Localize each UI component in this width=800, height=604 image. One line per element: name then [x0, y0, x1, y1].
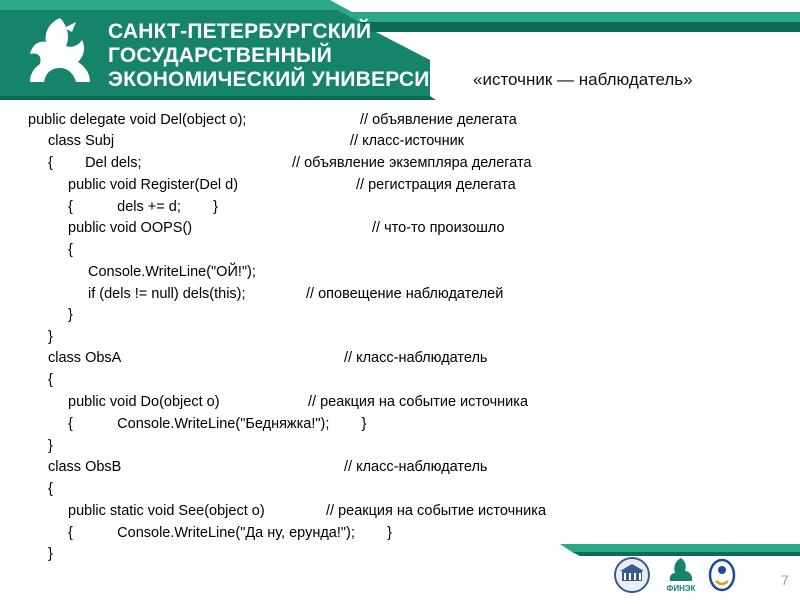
code-text: }: [48, 438, 53, 454]
code-line: [68, 305, 84, 325]
code-comment: // реакция на событие источника: [308, 394, 529, 410]
code-listing: [28, 110, 788, 570]
code-text: public static void See(object o): [68, 503, 265, 519]
code-text: class Subj: [48, 133, 115, 149]
code-line: [48, 370, 64, 390]
code-comment: // оповещение наблюдателей: [306, 286, 504, 302]
griffin-logo-icon: [20, 12, 100, 92]
university-building-logo-icon: [612, 555, 652, 595]
code-line: [48, 348, 488, 368]
code-comment: // класс-источник: [350, 133, 465, 149]
code-line: [68, 175, 516, 195]
code-line: [68, 414, 367, 434]
code-line: [88, 284, 504, 304]
code-text: { dels += d; }: [68, 199, 218, 215]
finek-logo-icon: [663, 555, 699, 595]
code-text: class ObsB: [48, 459, 122, 475]
code-line: [48, 436, 64, 456]
code-text: }: [68, 307, 73, 323]
code-comment: // класс-наблюдатель: [344, 459, 488, 475]
code-text: public void Register(Del d): [68, 177, 239, 193]
emblem-logo-icon: [707, 555, 737, 595]
code-text: { Console.WriteLine("Да ну, ерунда!"); }: [68, 525, 392, 541]
code-text: if (dels != null) dels(this);: [88, 286, 246, 302]
slide-title: «источник — наблюдатель»: [473, 70, 693, 89]
code-line: [68, 501, 547, 521]
finek-label: ФИНЭК: [666, 584, 696, 593]
code-comment: // класс-наблюдатель: [344, 350, 488, 366]
code-text: Console.WriteLine("ОЙ!");: [88, 264, 256, 280]
code-text: public void Do(object o): [68, 394, 220, 410]
code-line: [68, 392, 529, 412]
code-line: [28, 110, 517, 130]
code-line: [48, 153, 532, 173]
code-line: [48, 327, 64, 347]
code-text: {: [48, 372, 53, 388]
code-text: {: [68, 242, 73, 258]
code-line: [88, 262, 256, 282]
code-text: { Del dels;: [48, 155, 142, 171]
code-line: [68, 197, 218, 217]
code-comment: // реакция на событие источника: [326, 503, 547, 519]
university-name-line1: САНКТ-ПЕТЕРБУРГСКИЙ: [108, 20, 372, 43]
code-comment: // объявление экземпляра делегата: [292, 155, 532, 171]
code-text: }: [48, 546, 53, 562]
code-text: {: [48, 481, 53, 497]
code-line: [48, 479, 64, 499]
code-comment: // что-то произошло: [372, 220, 505, 236]
code-text: class ObsA: [48, 350, 122, 366]
code-text: }: [48, 329, 53, 345]
code-text: { Console.WriteLine("Бедняжка!"); }: [68, 416, 367, 432]
code-line: [48, 457, 488, 477]
code-line: [48, 131, 465, 151]
code-text: public void OOPS(): [68, 220, 193, 236]
code-text: public delegate void Del(object o);: [28, 112, 247, 128]
code-line: [68, 240, 84, 260]
university-name-line3: ЭКОНОМИЧЕСКИЙ УНИВЕРСИТЕТ: [108, 68, 470, 91]
code-comment: // регистрация делегата: [356, 177, 516, 193]
university-name-line2: ГОСУДАРСТВЕННЫЙ: [108, 44, 333, 67]
code-line: [68, 218, 505, 238]
code-comment: // объявление делегата: [360, 112, 517, 128]
page-number: 7: [781, 572, 789, 588]
